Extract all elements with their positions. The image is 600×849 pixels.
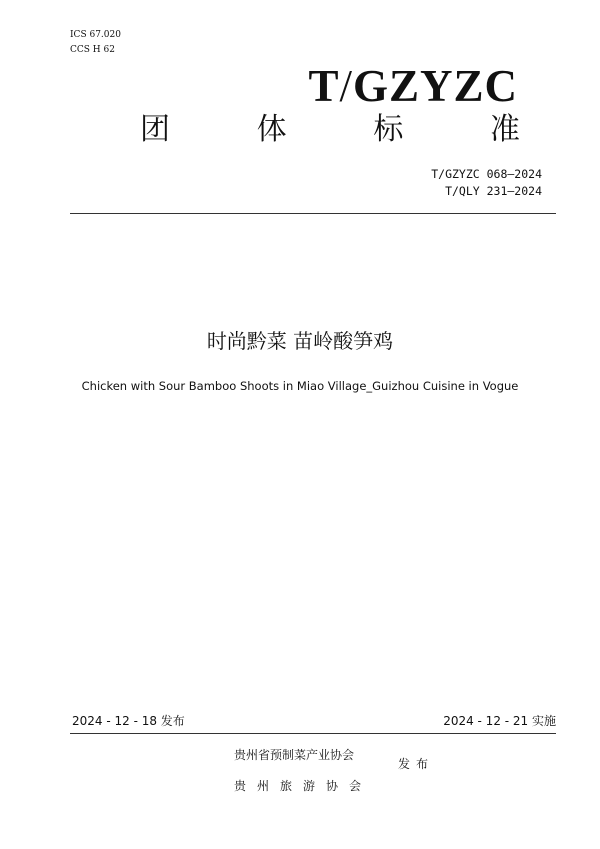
heading-char: 准 <box>489 112 520 147</box>
issued-label: 发布 <box>398 757 435 771</box>
standard-logo <box>308 61 518 111</box>
logo-slash: / <box>339 61 353 111</box>
publisher-1: 贵州省预制菜产业协会 <box>234 748 355 762</box>
bottom-divider <box>70 733 556 734</box>
heading-char: 体 <box>256 112 287 147</box>
publisher-2: 贵州旅游协会 <box>234 779 373 793</box>
publisher-list <box>234 740 372 802</box>
title-chinese: 时尚黔菜 苗岭酸笋鸡 <box>206 329 394 353</box>
top-divider <box>70 213 556 214</box>
standard-numbers <box>431 166 542 200</box>
standard-type-heading <box>140 112 520 148</box>
release-date: 2024 - 12 - 18 发布 <box>72 714 185 728</box>
logo-prefix: T <box>308 61 340 111</box>
title-english: Chicken with Sour Bamboo Shoots in Miao Village_Guizhou Cuisine in Vogue <box>81 379 519 393</box>
ics-code: ICS 67.020 <box>70 30 121 40</box>
heading-char: 团 <box>140 112 170 147</box>
classification-codes <box>70 28 121 58</box>
logo-code: GZYZC <box>352 61 518 111</box>
implementation-date: 2024 - 12 - 21 实施 <box>443 714 556 728</box>
heading-char: 标 <box>373 112 404 147</box>
standard-number-primary: T/GZYZC 068—2024 <box>431 167 542 181</box>
ccs-code: CCS H 62 <box>70 45 115 55</box>
standard-number-secondary: T/QLY 231—2024 <box>445 184 542 198</box>
